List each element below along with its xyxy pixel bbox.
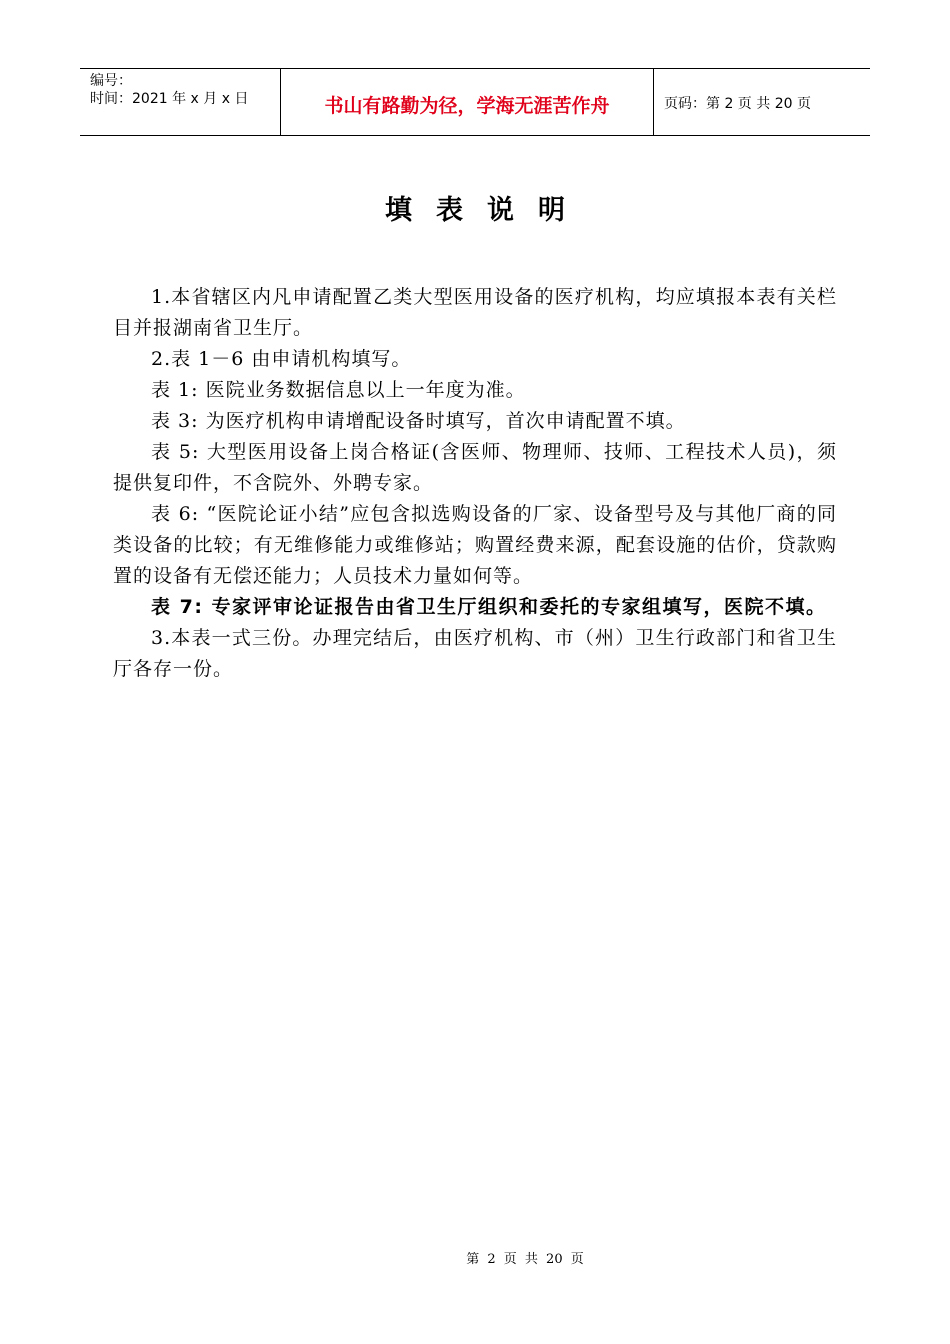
paragraph-1: 1.本省辖区内凡申请配置乙类大型医用设备的医疗机构，均应填报本表有关栏目并报湖南省卫生厅。 [113, 286, 837, 339]
paragraph-table-7: 表 7: 专家评审论证报告由省卫生厅组织和委托的专家组填写，医院不填。 [151, 596, 827, 618]
paragraph-table-5: 表 5: 大型医用设备上岗合格证(含医师、物理师、技师、工程技术人员)，须提供复印件，不含院外、外聘专家。 [113, 441, 837, 494]
code-label: 编号： [90, 73, 132, 89]
time-label: 时间：2021 年 x 月 x 日 [90, 91, 249, 107]
header-meta [80, 69, 281, 135]
paragraph-table-6: 表 6: “医院论证小结”应包含拟选购设备的厂家、设备型号及与其他厂商的同类设备的比较；有无维修能力或维修站；购置经费来源，配套设施的估价，贷款购置的设备有无偿还能力；人员技术力量如何等。 [113, 503, 837, 587]
header-page-info: 页码：第 2 页 共 20 页 [664, 96, 811, 112]
paragraph-2: 2.表 1－6 由申请机构填写。 [151, 348, 412, 370]
paragraph-3: 3.本表一式三份。办理完结后，由医疗机构、市（州）卫生行政部门和省卫生厅各存一份。 [113, 627, 837, 680]
header-motto: 书山有路勤为径，学海无涯苦作舟 [281, 69, 654, 135]
paragraph-table-1: 表 1: 医院业务数据信息以上一年度为准。 [151, 379, 526, 401]
page-header [80, 68, 870, 136]
paragraph-table-3: 表 3: 为医疗机构申请增配设备时填写，首次申请配置不填。 [151, 410, 686, 432]
instructions-body [113, 282, 837, 685]
document-title: 填表说明 [385, 195, 589, 226]
page-footer: 第 2 页 共 20 页 [466, 1252, 584, 1267]
